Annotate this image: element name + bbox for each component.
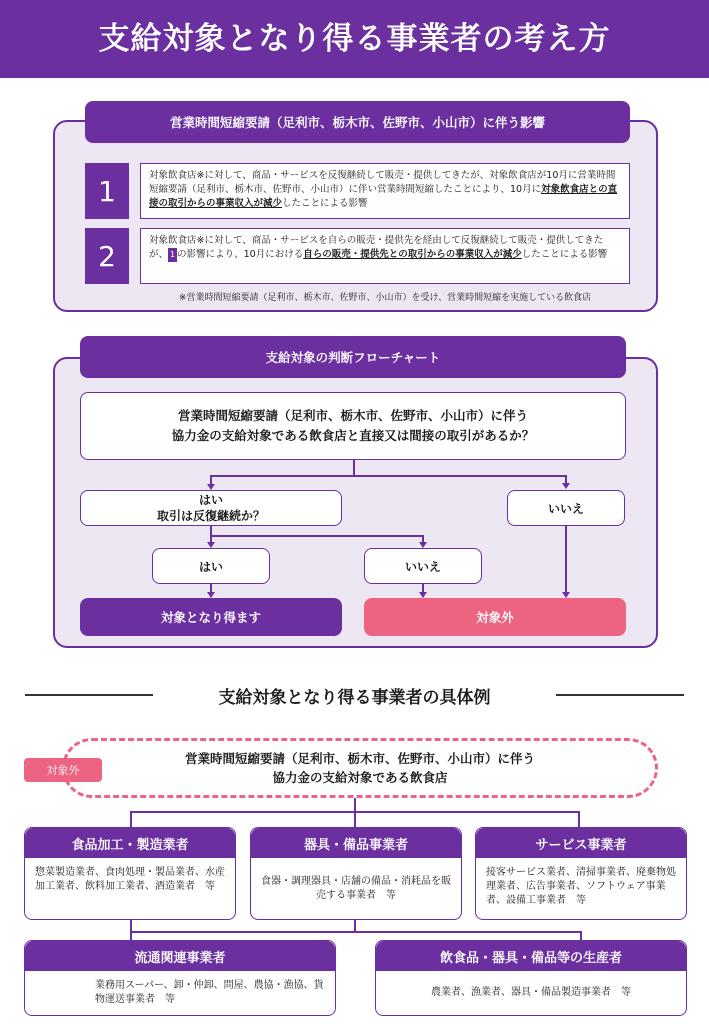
examples-divider-left: [25, 694, 153, 696]
flow-connector: [210, 535, 424, 537]
impact-heading: [85, 101, 630, 143]
category-service: [475, 827, 687, 920]
flow-connector: [353, 460, 355, 476]
category-producers: [375, 940, 687, 1016]
flow-result-excluded: [364, 598, 626, 636]
tree-connector: [130, 931, 582, 933]
tree-connector: [354, 811, 356, 827]
tree-connector: [130, 811, 132, 827]
page-header: [0, 0, 709, 78]
flow-connector: [210, 584, 212, 592]
category-food-processing: [24, 827, 236, 920]
flow-arrow: [562, 483, 570, 489]
tree-connector: [578, 811, 580, 827]
category-food-processing-title: 食品加工・製造業者: [25, 828, 235, 858]
flow-yes-2-label: はい: [198, 559, 223, 574]
flow-question: [80, 392, 626, 460]
flow-heading-text: 支給対象の判断フローチャート: [265, 350, 441, 365]
flow-repeat-question: 取引は反復継続か？: [156, 509, 265, 523]
tree-connector: [130, 920, 132, 940]
flow-heading: [80, 336, 626, 378]
flow-connector: [422, 584, 424, 592]
examples-center-line2: 協力金の支給対象である飲食店: [272, 770, 448, 785]
category-service-title: サービス事業者: [476, 828, 686, 858]
flow-connector: [565, 526, 567, 592]
category-distribution-title: 流通関連事業者: [25, 941, 335, 971]
category-equipment-title: 器具・備品事業者: [251, 828, 461, 858]
impact-heading-text: 営業時間短縮要請（足利市、栃木市、佐野市、小山市）に伴う影響: [169, 115, 545, 130]
flow-result-eligible: [80, 598, 342, 636]
impact-text-2-post: したことによる影響: [521, 249, 608, 260]
examples-center-line1: 営業時間短縮要請（足利市、栃木市、佐野市、小山市）に伴う: [184, 751, 535, 766]
tree-connector: [580, 931, 582, 940]
flow-result-excluded-text: 対象外: [476, 610, 514, 625]
examples-heading: [153, 680, 556, 710]
category-service-body: 接客サービス業者、清掃事業者、廃棄物処理業者、広告事業者、ソフトウェア事業者、設備工事業者 等: [486, 867, 676, 906]
impact-footnote: ※営業時間短縮要請（足利市、栃木市、佐野市、小山市）を受け、営業時間短縮を実施している飲食店: [178, 293, 592, 303]
category-food-processing-body: 惣菜製造業者、食肉処理・製品業者、水産加工業者、飲料加工業者、酒造業者 等: [35, 867, 225, 892]
examples-divider-right: [556, 694, 684, 696]
category-producers-body: 農業者、漁業者、器具・備品製造事業者 等: [431, 987, 631, 998]
flow-no-2: [364, 548, 482, 584]
examples-heading-text: 支給対象となり得る事業者の具体例: [218, 687, 491, 708]
flow-yes1-label: はい: [198, 493, 223, 507]
impact-number-1: [85, 163, 129, 219]
category-distribution: [24, 940, 336, 1016]
category-producers-title: 飲食品・器具・備品等の生産者: [376, 941, 686, 971]
impact-text-2-bold: 自らの販売・提供先との取引からの事業収入が減少: [303, 249, 522, 260]
category-distribution-body: 業務用スーパー、卸・仲卸、問屋、農協・漁協、貨物運送事業者 等: [95, 980, 324, 1005]
flow-question-line1: 営業時間短縮要請（足利市、栃木市、佐野市、小山市）に伴う: [177, 408, 528, 423]
flow-question-line2: 協力金の支給対象である飲食店と直接又は間接の取引があるか？: [171, 428, 535, 443]
impact-text-1-post: したことによる影響: [282, 198, 368, 209]
flow-result-eligible-text: 対象となり得ます: [160, 610, 261, 625]
impact-number-2: [85, 228, 129, 284]
impact-text-2-pre: 対象飲食店※に対して、商品・サービスを自らの販売・提供先を経由して反復継続して販売・提供してきたが、: [149, 235, 604, 260]
impact-text-2-mid: の影響により、10月における: [177, 249, 304, 260]
impact-text-1-pre: 対象飲食店※に対して、商品・サービスを反復継続して販売・提供してきたが、対象飲食店が10月に営業時間短縮要請（足利市、栃木市、佐野市、小山市）に伴い営業時間短縮したことにより、10月に: [149, 170, 616, 195]
flow-connector: [210, 475, 567, 477]
excluded-badge: [24, 758, 102, 782]
impact-text-1: [140, 163, 630, 219]
category-equipment-body: 食器・調理器具・店舗の備品・消耗品を販売する事業者 等: [261, 876, 451, 901]
flow-yes-2: [152, 548, 270, 584]
impact-number-1-text: 1: [98, 174, 116, 208]
impact-text-2: [140, 228, 630, 284]
impact-text-1-bold: 対象飲食店との直接の取引からの事業収入が減少: [149, 184, 618, 209]
flow-yes-repeat: [80, 490, 342, 526]
flow-no-2-label: いいえ: [404, 559, 441, 574]
examples-restaurant-oval: [62, 738, 658, 798]
category-equipment: [250, 827, 462, 920]
excluded-badge-text: 対象外: [46, 764, 80, 777]
page-title: 支給対象となり得る事業者の考え方: [98, 21, 611, 57]
impact-number-2-text: 2: [98, 239, 116, 273]
flow-no-1-label: いいえ: [547, 501, 584, 516]
flow-no-1: [507, 490, 625, 526]
impact-ref-badge: 1: [168, 248, 177, 262]
tree-connector: [354, 798, 356, 812]
